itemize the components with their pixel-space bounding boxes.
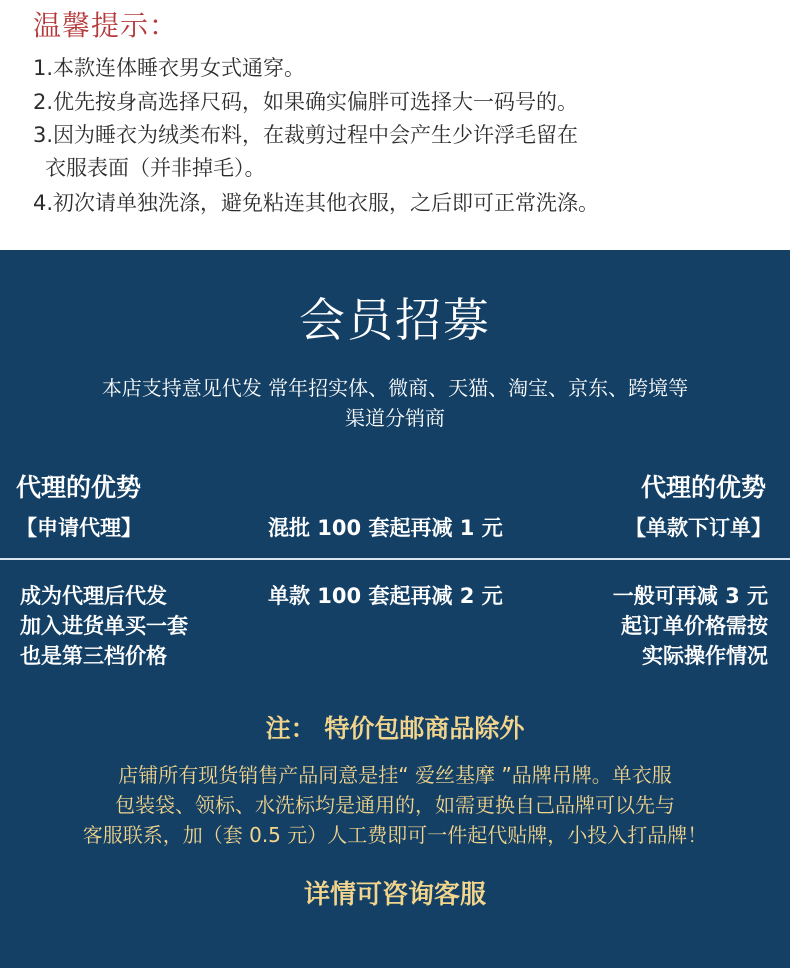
member-recruit-section bbox=[0, 250, 790, 968]
note-line-1: 店铺所有现货销售产品同意是挂“ 爱丝基摩 ”品牌吊牌。单衣服 bbox=[118, 763, 672, 787]
tip-line-4: 4.初次请单独洗涤，避免粘连其他衣服，之后即可正常洗涤。 bbox=[33, 191, 600, 215]
note-line-2: 包装袋、领标、水洗标均是通用的，如需更换自己品牌可以先与 bbox=[115, 793, 675, 817]
right-line-3: 实际操作情况 bbox=[642, 644, 768, 668]
single-order-tag: 【单款下订单】 bbox=[625, 516, 772, 540]
tip-line-2: 2.优先按身高选择尺码，如果确实偏胖可选择大一码号的。 bbox=[33, 90, 579, 114]
divider-line bbox=[0, 558, 790, 560]
left-line-3: 也是第三档价格 bbox=[20, 644, 167, 668]
left-heading: 代理的优势 bbox=[16, 473, 142, 502]
single-style-discount: 单款 100 套起再减 2 元 bbox=[268, 584, 503, 608]
member-subtitle-line-1: 本店支持意见代发 常年招实体、微商、天猫、淘宝、京东、跨境等 bbox=[101, 376, 689, 400]
left-line-1: 成为代理后代发 bbox=[20, 584, 167, 608]
mixed-batch-discount: 混批 100 套起再减 1 元 bbox=[268, 516, 503, 540]
note-line-3: 客服联系，加（套 0.5 元）人工费即可一件起代贴牌，小投入打品牌！ bbox=[82, 823, 708, 847]
member-subtitle-line-2: 渠道分销商 bbox=[345, 406, 445, 430]
tip-line-1: 1.本款连体睡衣男女式通穿。 bbox=[33, 56, 306, 80]
note-title: 注： 特价包邮商品除外 bbox=[265, 714, 525, 743]
right-line-2: 起订单价格需按 bbox=[621, 614, 768, 638]
contact-customer-service: 详情可咨询客服 bbox=[303, 880, 486, 910]
tips-title: 温馨提示： bbox=[33, 9, 179, 42]
right-heading: 代理的优势 bbox=[640, 473, 766, 502]
apply-agent-tag: 【申请代理】 bbox=[16, 516, 142, 540]
left-line-2: 加入进货单买一套 bbox=[20, 614, 188, 638]
tip-line-3-cont: 衣服表面（并非掉毛）。 bbox=[45, 156, 266, 180]
tips-section bbox=[0, 0, 790, 250]
member-title: 会员招募 bbox=[299, 293, 491, 347]
tip-line-3: 3.因为睡衣为绒类布料，在裁剪过程中会产生少许浮毛留在 bbox=[33, 123, 579, 147]
right-line-1: 一般可再减 3 元 bbox=[612, 584, 768, 608]
